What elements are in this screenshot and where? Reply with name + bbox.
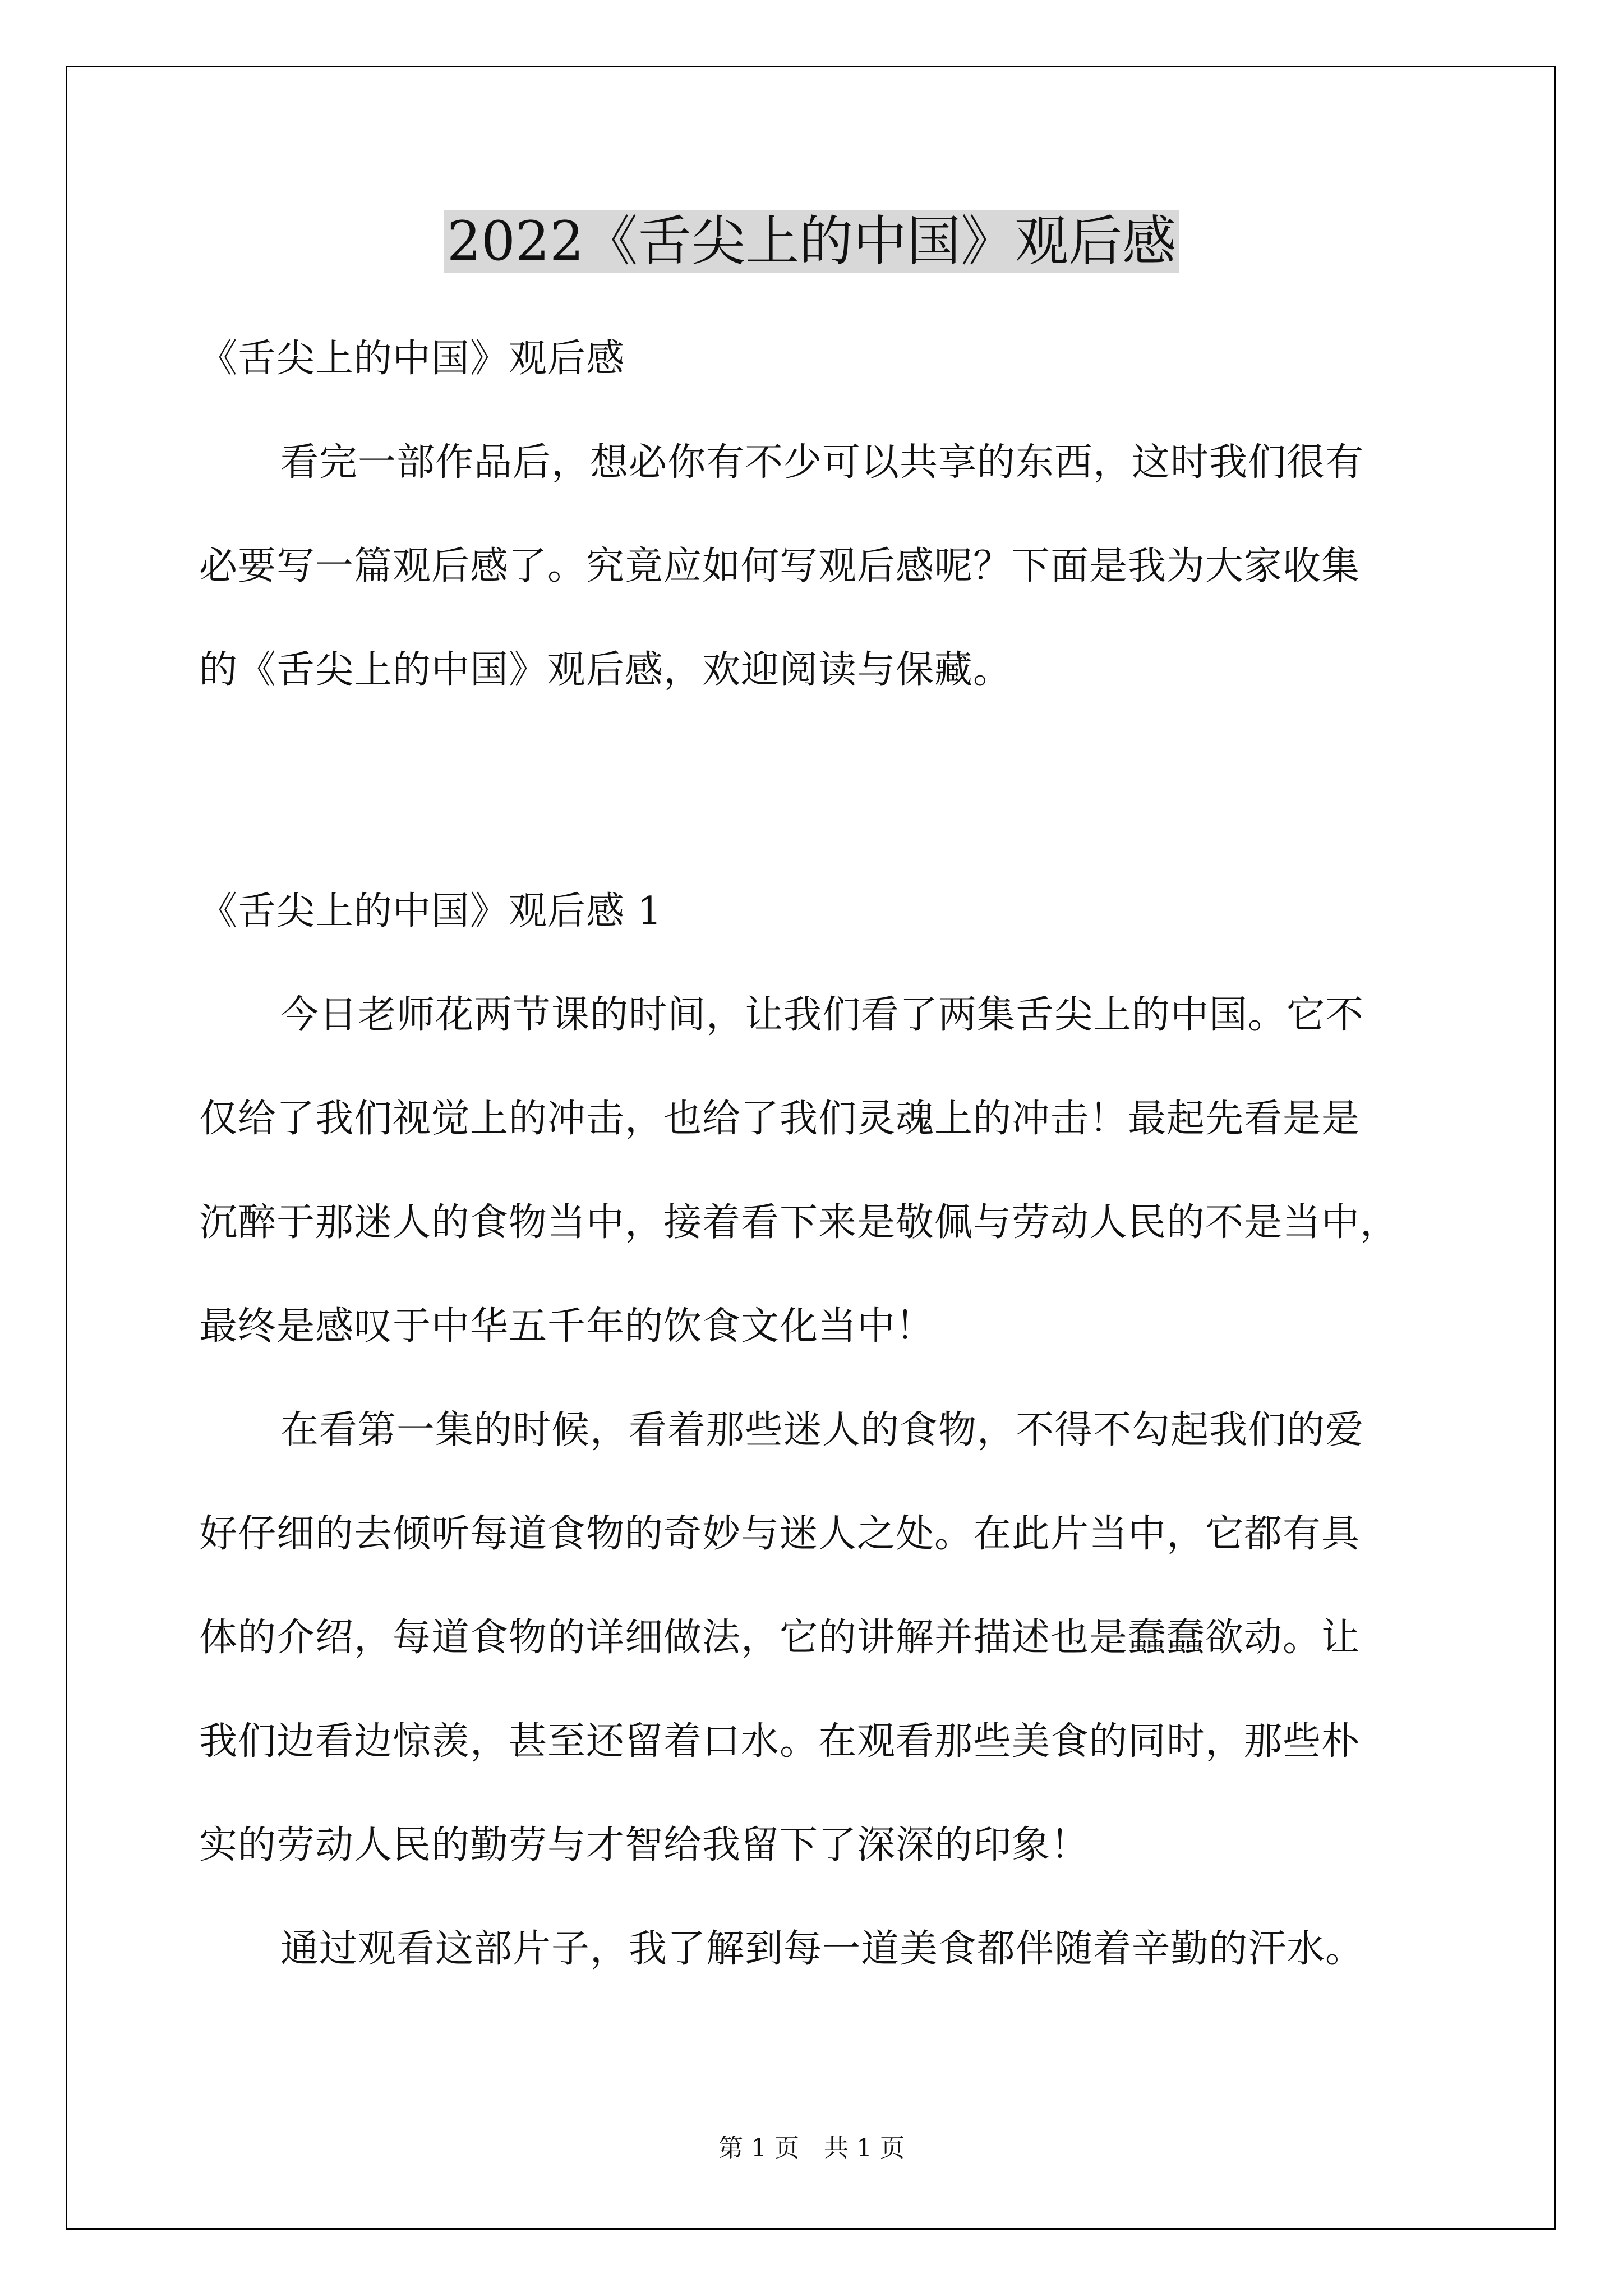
intro-line-3: 的《舌尖上的中国》观后感，欢迎阅读与保藏。 [199, 648, 1012, 692]
subtitle-line: 《舌尖上的中国》观后感 [199, 337, 625, 381]
para2-line-5: 实的劳动人民的勤劳与才智给我留下了深深的印象！ [199, 1823, 1090, 1867]
document-title [0, 202, 1623, 280]
para1-line-2: 仅给了我们视觉上的冲击，也给了我们灵魂上的冲击！最起先看是是 [199, 1097, 1361, 1141]
para2-line-1: 在看第一集的时候，看着那些迷人的食物，不得不勾起我们的爱 [280, 1408, 1364, 1452]
para2-line-4: 我们边看边惊羡，甚至还留着口水。在观看那些美食的同时，那些朴 [199, 1719, 1361, 1764]
para3-line-1: 通过观看这部片子，我了解到每一道美食都伴随着辛勤的汗水。 [280, 1927, 1364, 1971]
document-title-text: 2022《舌尖上的中国》观后感 [444, 210, 1179, 273]
para1-line-4: 最终是感叹于中华五千年的饮食文化当中！ [199, 1304, 935, 1349]
para2-line-3: 体的介绍，每道食物的详细做法，它的讲解并描述也是蠢蠢欲动。让 [199, 1616, 1361, 1660]
intro-line-1: 看完一部作品后，想必你有不少可以共享的东西，这时我们很有 [280, 440, 1364, 485]
section-heading-1: 《舌尖上的中国》观后感 1 [199, 889, 662, 933]
para1-line-1: 今日老师花两节课的时间，让我们看了两集舌尖上的中国。它不 [280, 993, 1364, 1037]
intro-line-2: 必要写一篇观后感了。究竟应如何写观后感呢？下面是我为大家收集 [199, 544, 1361, 588]
para2-line-2: 好仔细的去倾听每道食物的奇妙与迷人之处。在此片当中，它都有具 [199, 1512, 1361, 1556]
page-footer: 第 1 页 共 1 页 [718, 2134, 905, 2162]
para1-line-3: 沉醉于那迷人的食物当中，接着看下来是敬佩与劳动人民的不是当中， [199, 1200, 1399, 1245]
